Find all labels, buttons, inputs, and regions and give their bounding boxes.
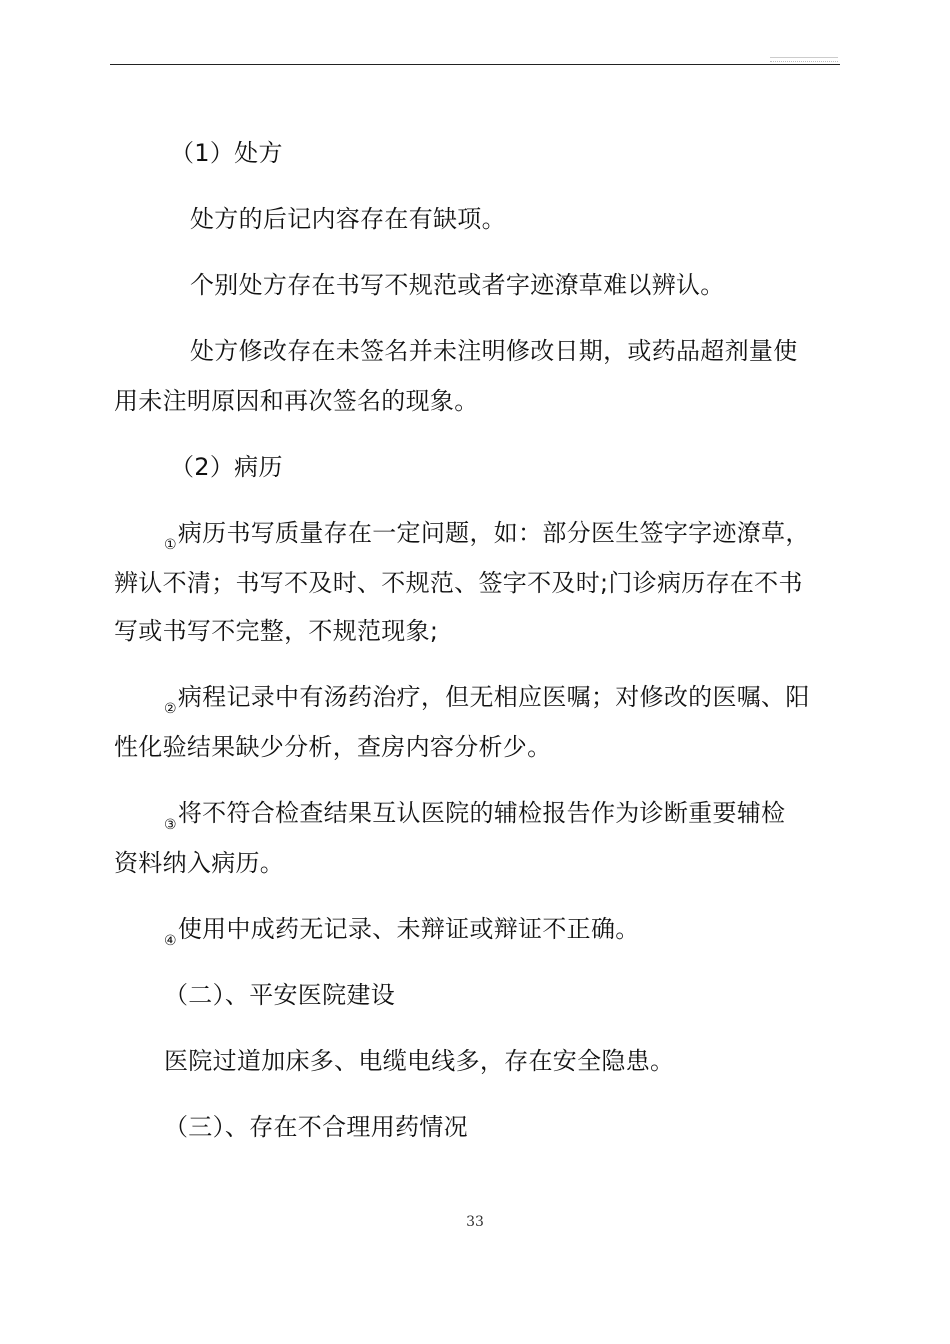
paragraph-continuation: 辨认不清；书写不及时、不规范、签字不及时;门诊病历存在不书 bbox=[114, 569, 803, 597]
page-number: 33 bbox=[466, 1214, 484, 1230]
paragraph: 处方修改存在未签名并未注明修改日期，或药品超剂量使 bbox=[190, 337, 798, 365]
header-mark-dotted bbox=[770, 61, 838, 62]
list-item-text: 病历书写质量存在一定问题，如：部分医生签字字迹潦草， bbox=[177, 519, 810, 547]
section-heading-prescription: （1）处方 bbox=[170, 139, 283, 167]
list-item bbox=[164, 914, 640, 948]
item-marker: ④ bbox=[164, 933, 177, 949]
header-mark bbox=[770, 57, 838, 58]
section-heading-medical-record: （2）病历 bbox=[170, 453, 283, 481]
paragraph: 医院过道加床多、电缆电线多，存在安全隐患。 bbox=[164, 1047, 675, 1075]
list-item-text: 病程记录中有汤药治疗，但无相应医嘱；对修改的医嘱、阳 bbox=[177, 683, 810, 711]
list-item bbox=[164, 682, 810, 716]
item-marker: ② bbox=[164, 701, 177, 717]
paragraph: 处方的后记内容存在有缺项。 bbox=[190, 205, 506, 233]
item-marker: ③ bbox=[164, 817, 177, 833]
list-item-text: 将不符合检查结果互认医院的辅检报告作为诊断重要辅检 bbox=[177, 799, 786, 827]
section-heading-safe-hospital: （二）、平安医院建设 bbox=[164, 981, 395, 1009]
list-item bbox=[164, 518, 810, 552]
paragraph-continuation: 性化验结果缺少分析，查房内容分析少。 bbox=[114, 733, 552, 761]
header-rule bbox=[110, 64, 840, 65]
paragraph-continuation: 资料纳入病历。 bbox=[114, 849, 285, 877]
paragraph-continuation: 用未注明原因和再次签名的现象。 bbox=[114, 387, 479, 415]
paragraph-continuation: 写或书写不完整，不规范现象; bbox=[114, 617, 439, 645]
list-item-text: 使用中成药无记录、未辩证或辩证不正确。 bbox=[177, 915, 640, 943]
paragraph: 个别处方存在书写不规范或者字迹潦草难以辨认。 bbox=[190, 271, 725, 299]
item-marker: ① bbox=[164, 537, 177, 553]
list-item bbox=[164, 798, 785, 832]
section-heading-irrational-medication: （三）、存在不合理用药情况 bbox=[164, 1113, 468, 1141]
